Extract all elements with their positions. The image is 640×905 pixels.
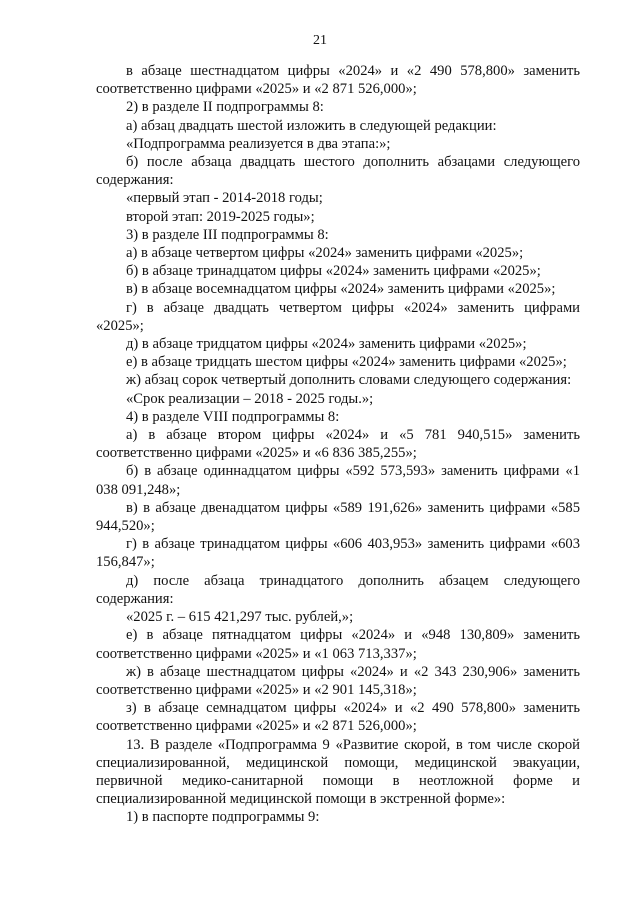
paragraph: «Подпрограмма реализуется в два этапа:»; [126,135,391,152]
paragraph: «2025 г. – 615 421,297 тыс. рублей,»; [126,609,354,626]
paragraph: б) в абзаце одиннадцатом цифры «592 573,593» заменить цифрами «1 038 091,248»; [96,463,580,498]
paragraph: а) абзац двадцать шестой изложить в следующей редакции: [126,117,497,134]
paragraph: 1) в паспорте подпрограммы 9: [126,809,320,826]
paragraph: 2) в разделе II подпрограммы 8: [126,99,324,116]
paragraph: д) в абзаце тридцатом цифры «2024» заменить цифрами «2025»; [126,336,527,353]
paragraph: 13. В разделе «Подпрограмма 9 «Развитие скорой, в том числе скорой специализированной, медицинской помощи, медицинской эвакуации, первичной медико-санитарной помощи в неотложной форме и специализированной медицинской помощи в экстренной форме»: [96,736,580,808]
paragraph: «Срок реализации – 2018 - 2025 годы.»; [126,390,374,407]
paragraph: в) в абзаце восемнадцатом цифры «2024» заменить цифрами «2025»; [126,281,556,298]
paragraph: б) после абзаца двадцать шестого дополнить абзацами следующего содержания: [96,154,580,189]
paragraph: в) в абзаце двенадцатом цифры «589 191,626» заменить цифрами «585 944,520»; [96,499,580,535]
paragraph: г) в абзаце тринадцатом цифры «606 403,953» заменить цифрами «603 156,847»; [96,536,580,571]
paragraph: второй этап: 2019-2025 годы»; [126,208,315,225]
paragraph: ж) абзац сорок четвертый дополнить словами следующего содержания: [126,372,572,389]
paragraph: е) в абзаце пятнадцатом цифры «2024» и «948 130,809» заменить соответственно цифрами «2025» и «1 063 713,337»; [96,627,580,662]
paragraph: б) в абзаце тринадцатом цифры «2024» заменить цифрами «2025»; [126,263,541,280]
paragraph: «первый этап - 2014-2018 годы; [126,190,323,207]
document-body [96,62,580,827]
page-number: 21 [313,33,327,48]
paragraph: в абзаце шестнадцатом цифры «2024» и «2 490 578,800» заменить соответственно цифрами «2025» и «2 871 526,000»; [96,63,580,98]
paragraph: 3) в разделе III подпрограммы 8: [126,226,329,243]
paragraph: а) в абзаце втором цифры «2024» и «5 781 940,515» заменить соответственно цифрами «2025» и «6 836 385,255»; [96,427,580,462]
paragraph: г) в абзаце двадцать четвертом цифры «2024» заменить цифрами «2025»; [96,299,580,334]
paragraph: ж) в абзаце шестнадцатом цифры «2024» и «2 343 230,906» заменить соответственно цифрами «2025» и «2 901 145,318»; [96,663,580,698]
paragraph: е) в абзаце тридцать шестом цифры «2024» заменить цифрами «2025»; [126,354,567,371]
paragraph: а) в абзаце четвертом цифры «2024» заменить цифрами «2025»; [126,245,524,262]
paragraph: 4) в разделе VIII подпрограммы 8: [126,408,340,425]
paragraph: д) после абзаца тринадцатого дополнить абзацем следующего содержания: [96,572,580,607]
paragraph: з) в абзаце семнадцатом цифры «2024» и «2 490 578,800» заменить соответственно цифрами «2025» и «2 871 526,000»; [96,700,580,735]
